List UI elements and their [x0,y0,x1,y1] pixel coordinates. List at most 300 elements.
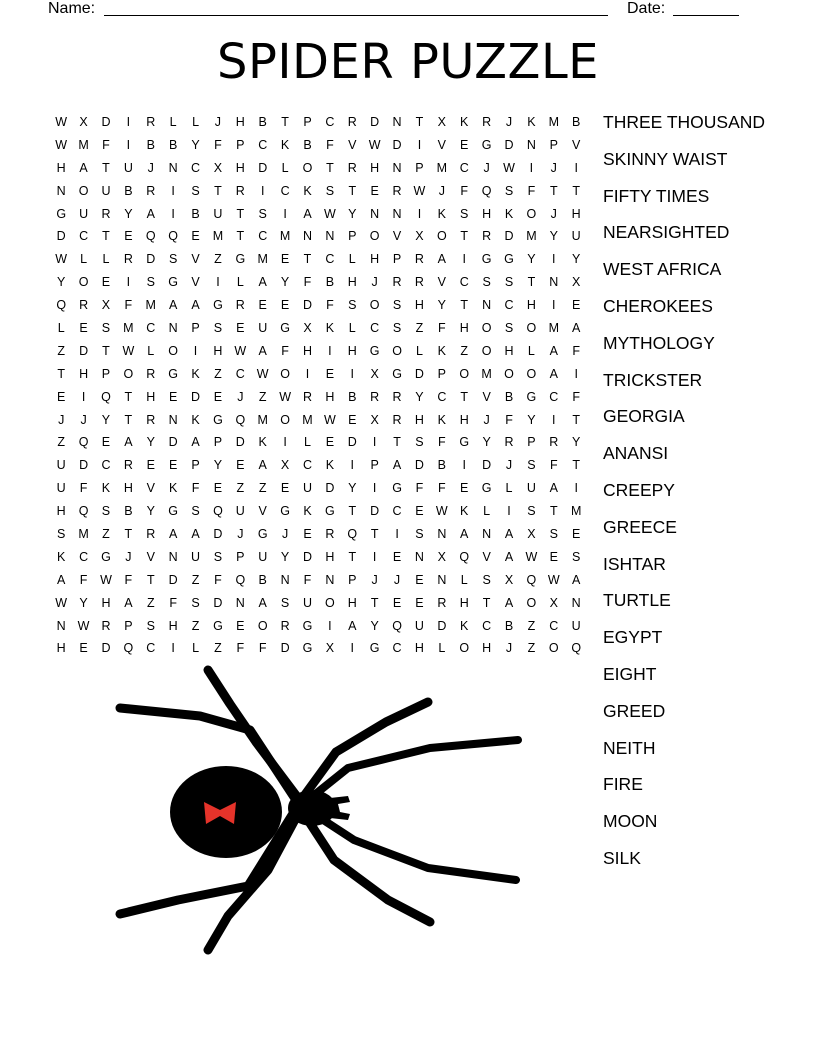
grid-letter[interactable]: J [438,183,445,198]
grid-letter[interactable]: F [236,641,245,656]
grid-letter[interactable]: Z [191,572,200,587]
grid-letter[interactable]: Q [145,229,156,244]
grid-letter[interactable]: Q [78,435,89,450]
grid-letter[interactable]: H [414,412,424,427]
grid-letter[interactable]: H [235,115,245,129]
name-field[interactable] [104,1,608,16]
grid-letter[interactable]: B [325,275,335,290]
grid-letter[interactable]: O [280,412,290,427]
grid-letter[interactable]: R [146,527,156,542]
grid-letter[interactable]: C [146,321,156,336]
grid-letter[interactable]: S [146,275,155,290]
grid-letter[interactable]: E [370,183,379,198]
grid-letter[interactable]: C [302,458,312,473]
grid-letter[interactable]: T [326,160,334,175]
grid-letter[interactable]: G [280,504,290,519]
grid-letter[interactable]: D [347,435,357,450]
grid-letter[interactable]: I [171,183,175,198]
grid-letter[interactable]: L [348,321,356,336]
grid-letter[interactable]: H [123,481,133,496]
grid-letter[interactable]: S [325,183,335,198]
grid-letter[interactable]: E [168,389,178,404]
grid-letter[interactable]: E [460,137,469,152]
grid-letter[interactable]: C [549,618,559,633]
grid-letter[interactable]: G [369,343,380,358]
grid-letter[interactable]: Z [258,389,267,404]
grid-letter[interactable]: F [438,321,446,336]
grid-letter[interactable]: J [505,641,513,656]
grid-letter[interactable]: Y [437,298,446,313]
grid-letter[interactable]: N [414,549,424,564]
grid-letter[interactable]: L [483,504,491,519]
grid-letter[interactable]: G [213,298,223,313]
grid-letter[interactable]: Z [214,252,222,267]
grid-letter[interactable]: O [526,595,537,610]
grid-letter[interactable]: H [56,504,66,519]
grid-letter[interactable]: B [572,115,581,129]
grid-letter[interactable]: H [347,595,357,610]
grid-letter[interactable]: R [325,527,335,542]
grid-letter[interactable]: A [124,435,133,450]
grid-letter[interactable]: O [526,321,537,336]
grid-letter[interactable]: Z [57,343,66,358]
grid-letter[interactable]: D [280,641,290,656]
grid-letter[interactable]: Y [370,618,379,633]
grid-letter[interactable]: E [280,481,290,496]
grid-letter[interactable]: N [482,298,492,313]
grid-letter[interactable]: R [414,275,424,290]
grid-letter[interactable]: J [505,458,513,473]
grid-letter[interactable]: M [257,412,268,427]
grid-letter[interactable]: A [572,572,581,587]
grid-letter[interactable]: N [56,618,66,633]
grid-letter[interactable]: D [56,229,66,244]
grid-letter[interactable]: I [328,618,332,633]
grid-letter[interactable]: D [392,137,402,152]
grid-letter[interactable]: N [280,572,290,587]
grid-letter[interactable]: X [79,115,88,129]
grid-letter[interactable]: B [348,389,357,404]
grid-letter[interactable]: X [213,160,223,175]
grid-letter[interactable]: M [78,137,89,152]
grid-letter[interactable]: P [549,137,558,152]
grid-letter[interactable]: I [462,252,466,267]
grid-letter[interactable]: H [414,298,424,313]
grid-letter[interactable]: H [168,618,178,633]
grid-letter[interactable]: H [504,343,514,358]
grid-letter[interactable]: I [126,275,131,290]
grid-letter[interactable]: M [526,229,537,244]
grid-letter[interactable]: I [574,160,578,175]
grid-letter[interactable]: O [369,229,380,244]
grid-letter[interactable]: O [392,343,402,358]
grid-letter[interactable]: G [213,412,223,427]
grid-letter[interactable]: D [258,160,268,175]
grid-letter[interactable]: O [526,366,537,381]
grid-letter[interactable]: N [437,572,447,587]
grid-letter[interactable]: D [325,481,335,496]
grid-letter[interactable]: G [257,527,268,542]
grid-letter[interactable]: E [415,572,424,587]
grid-letter[interactable]: Q [481,183,492,198]
grid-letter[interactable]: K [280,137,290,152]
grid-letter[interactable]: K [303,183,312,198]
grid-letter[interactable]: R [146,412,156,427]
grid-letter[interactable]: O [369,298,380,313]
grid-letter[interactable]: L [57,321,65,336]
grid-letter[interactable]: R [235,183,245,198]
grid-letter[interactable]: B [504,618,514,633]
grid-letter[interactable]: I [372,435,377,450]
grid-letter[interactable]: P [527,435,536,450]
grid-letter[interactable]: E [460,481,469,496]
grid-letter[interactable]: O [459,641,470,656]
grid-letter[interactable]: T [281,115,289,129]
grid-letter[interactable]: T [57,366,66,381]
grid-letter[interactable]: K [460,618,469,633]
grid-letter[interactable]: R [504,435,514,450]
grid-letter[interactable]: R [146,115,156,129]
grid-letter[interactable]: I [171,641,175,656]
grid-letter[interactable]: A [392,458,402,473]
grid-letter[interactable]: Y [572,435,581,450]
grid-letter[interactable]: B [504,389,514,404]
grid-letter[interactable]: K [527,115,536,129]
grid-letter[interactable]: T [214,183,222,198]
grid-letter[interactable]: O [526,206,537,221]
grid-letter[interactable]: R [146,366,156,381]
grid-letter[interactable]: C [258,137,268,152]
grid-letter[interactable]: Z [258,481,267,496]
grid-letter[interactable]: H [56,160,66,175]
grid-letter[interactable]: Q [168,229,179,244]
grid-letter[interactable]: U [56,481,66,496]
grid-letter[interactable]: U [235,504,245,519]
grid-letter[interactable]: W [279,389,291,404]
grid-letter[interactable]: S [57,527,66,542]
grid-letter[interactable]: N [526,137,536,152]
grid-letter[interactable]: O [257,618,268,633]
grid-letter[interactable]: L [236,275,244,290]
grid-letter[interactable]: Y [572,252,581,267]
grid-letter[interactable]: Q [459,549,470,564]
grid-letter[interactable]: L [102,252,110,267]
grid-letter[interactable]: S [504,321,514,336]
grid-letter[interactable]: A [191,527,200,542]
grid-letter[interactable]: H [347,343,357,358]
grid-letter[interactable]: X [527,527,536,542]
grid-letter[interactable]: L [438,641,446,656]
grid-letter[interactable]: C [392,504,402,519]
grid-letter[interactable]: I [529,160,534,175]
grid-letter[interactable]: Y [549,229,558,244]
grid-letter[interactable]: G [168,366,179,381]
grid-letter[interactable]: S [572,549,581,564]
grid-letter[interactable]: Q [392,618,402,633]
grid-letter[interactable]: F [438,435,446,450]
grid-letter[interactable]: I [216,275,220,290]
grid-letter[interactable]: Z [236,481,245,496]
grid-letter[interactable]: F [415,481,424,496]
grid-letter[interactable]: G [168,504,179,519]
grid-letter[interactable]: F [549,458,558,473]
grid-letter[interactable]: I [350,458,355,473]
grid-letter[interactable]: F [79,481,88,496]
grid-letter[interactable]: Y [191,137,200,152]
grid-letter[interactable]: X [504,572,514,587]
grid-letter[interactable]: S [101,504,111,519]
grid-letter[interactable]: V [146,549,155,564]
grid-letter[interactable]: C [437,389,447,404]
grid-letter[interactable]: X [303,321,312,336]
grid-letter[interactable]: H [347,275,357,290]
grid-letter[interactable]: U [258,321,268,336]
grid-letter[interactable]: P [348,229,357,244]
grid-letter[interactable]: H [146,389,156,404]
grid-letter[interactable]: O [504,366,514,381]
grid-letter[interactable]: O [459,366,470,381]
grid-letter[interactable]: H [370,252,380,267]
grid-letter[interactable]: W [547,572,560,587]
grid-letter[interactable]: W [234,343,247,358]
grid-letter[interactable]: V [191,252,200,267]
grid-letter[interactable]: I [126,137,131,152]
grid-letter[interactable]: I [283,435,287,450]
grid-letter[interactable]: C [325,115,335,129]
grid-letter[interactable]: T [236,206,245,221]
grid-letter[interactable]: C [79,549,89,564]
grid-letter[interactable]: K [191,366,200,381]
grid-letter[interactable]: J [505,115,513,129]
grid-letter[interactable]: S [101,321,111,336]
grid-letter[interactable]: F [505,412,513,427]
grid-letter[interactable]: U [302,481,312,496]
grid-letter[interactable]: Z [415,321,424,336]
grid-letter[interactable]: I [260,183,265,198]
grid-letter[interactable]: A [191,298,200,313]
grid-letter[interactable]: F [326,298,334,313]
grid-letter[interactable]: N [325,229,335,244]
grid-letter[interactable]: C [459,275,469,290]
grid-letter[interactable]: I [462,458,466,473]
grid-letter[interactable]: W [122,343,135,358]
grid-letter[interactable]: M [212,229,224,244]
grid-letter[interactable]: R [302,389,312,404]
grid-letter[interactable]: I [552,412,556,427]
grid-letter[interactable]: H [325,549,335,564]
grid-letter[interactable]: C [504,298,514,313]
grid-letter[interactable]: S [191,595,200,610]
grid-letter[interactable]: H [459,321,469,336]
grid-letter[interactable]: P [236,549,245,564]
grid-letter[interactable]: E [392,595,402,610]
grid-letter[interactable]: F [124,298,133,313]
grid-letter[interactable]: Z [102,527,110,542]
grid-letter[interactable]: H [482,641,492,656]
grid-letter[interactable]: R [392,389,402,404]
grid-letter[interactable]: E [236,321,245,336]
grid-letter[interactable]: F [214,572,222,587]
grid-letter[interactable]: V [437,137,446,152]
grid-letter[interactable]: J [281,527,289,542]
grid-letter[interactable]: S [549,527,558,542]
grid-letter[interactable]: O [481,321,492,336]
grid-letter[interactable]: H [370,160,380,175]
grid-letter[interactable]: H [526,298,536,313]
grid-letter[interactable]: C [146,641,156,656]
grid-letter[interactable]: H [571,206,581,221]
grid-letter[interactable]: D [437,618,447,633]
grid-letter[interactable]: K [258,435,267,450]
grid-letter[interactable]: N [56,183,66,198]
grid-letter[interactable]: V [392,229,402,244]
grid-letter[interactable]: T [236,229,245,244]
grid-letter[interactable]: R [437,595,447,610]
grid-letter[interactable]: N [571,595,581,610]
grid-letter[interactable]: O [280,366,290,381]
grid-letter[interactable]: T [460,298,469,313]
grid-letter[interactable]: S [415,435,424,450]
grid-letter[interactable]: T [102,343,110,358]
grid-letter[interactable]: J [550,206,557,221]
grid-letter[interactable]: V [482,389,491,404]
grid-letter[interactable]: D [302,549,312,564]
grid-letter[interactable]: F [460,183,469,198]
grid-letter[interactable]: E [348,412,357,427]
grid-letter[interactable]: I [372,481,377,496]
grid-letter[interactable]: C [101,458,111,473]
grid-letter[interactable]: M [78,527,89,542]
grid-letter[interactable]: A [504,549,514,564]
grid-letter[interactable]: Q [526,572,537,587]
grid-letter[interactable]: R [392,183,402,198]
grid-letter[interactable]: Z [191,618,200,633]
grid-letter[interactable]: X [437,549,446,564]
grid-letter[interactable]: V [437,275,446,290]
grid-letter[interactable]: U [526,481,536,496]
grid-letter[interactable]: Q [347,527,358,542]
grid-letter[interactable]: D [79,343,89,358]
grid-letter[interactable]: O [436,229,447,244]
grid-letter[interactable]: H [459,412,469,427]
grid-letter[interactable]: B [124,183,133,198]
grid-letter[interactable]: S [527,458,536,473]
grid-letter[interactable]: G [325,504,335,519]
grid-letter[interactable]: A [168,298,178,313]
grid-letter[interactable]: E [549,549,558,564]
grid-letter[interactable]: A [168,527,178,542]
grid-letter[interactable]: E [79,321,88,336]
grid-letter[interactable]: D [101,115,111,129]
grid-letter[interactable]: K [325,458,335,473]
grid-letter[interactable]: R [123,458,133,473]
grid-letter[interactable]: N [392,115,402,129]
grid-letter[interactable]: N [302,229,312,244]
grid-letter[interactable]: L [80,252,88,267]
grid-letter[interactable]: F [326,137,334,152]
grid-letter[interactable]: F [124,572,133,587]
grid-letter[interactable]: Q [235,572,246,587]
grid-letter[interactable]: I [81,389,86,404]
grid-letter[interactable]: I [350,366,355,381]
grid-letter[interactable]: X [280,458,290,473]
grid-letter[interactable]: E [79,641,88,656]
grid-letter[interactable]: X [549,595,558,610]
grid-letter[interactable]: G [392,481,402,496]
grid-letter[interactable]: O [548,641,559,656]
grid-letter[interactable]: Y [280,275,290,290]
grid-letter[interactable]: R [280,618,290,633]
grid-letter[interactable]: T [572,458,580,473]
grid-letter[interactable]: L [527,343,535,358]
grid-letter[interactable]: J [483,160,490,175]
grid-letter[interactable]: L [169,115,177,129]
grid-letter[interactable]: K [168,481,178,496]
grid-letter[interactable]: G [168,275,179,290]
grid-letter[interactable]: W [413,183,426,198]
grid-letter[interactable]: Y [527,412,536,427]
grid-letter[interactable]: I [283,206,287,221]
grid-letter[interactable]: Z [527,618,536,633]
grid-letter[interactable]: P [101,366,111,381]
grid-letter[interactable]: B [437,458,446,473]
grid-letter[interactable]: C [258,229,268,244]
grid-letter[interactable]: F [79,572,88,587]
grid-letter[interactable]: U [571,618,581,633]
grid-letter[interactable]: A [348,618,357,633]
grid-letter[interactable]: A [79,160,88,175]
grid-letter[interactable]: G [526,389,537,404]
grid-letter[interactable]: U [302,595,312,610]
grid-letter[interactable]: S [258,206,267,221]
grid-letter[interactable]: D [370,504,380,519]
grid-letter[interactable]: Q [78,504,89,519]
grid-letter[interactable]: S [504,183,514,198]
grid-letter[interactable]: X [437,115,446,129]
grid-letter[interactable]: C [191,160,201,175]
grid-letter[interactable]: A [146,206,155,221]
grid-letter[interactable]: T [146,572,155,587]
grid-letter[interactable]: H [56,641,66,656]
grid-letter[interactable]: S [280,595,290,610]
grid-letter[interactable]: S [191,504,200,519]
grid-letter[interactable]: E [213,481,223,496]
grid-letter[interactable]: D [302,298,312,313]
grid-letter[interactable]: D [168,435,178,450]
grid-letter[interactable]: C [235,366,245,381]
grid-letter[interactable]: N [168,160,178,175]
grid-letter[interactable]: Z [527,641,536,656]
grid-letter[interactable]: E [415,504,424,519]
grid-letter[interactable]: Y [482,435,491,450]
grid-letter[interactable]: J [393,572,401,587]
grid-letter[interactable]: H [101,595,111,610]
grid-letter[interactable]: T [572,183,580,198]
grid-letter[interactable]: I [417,137,422,152]
grid-letter[interactable]: K [460,504,469,519]
grid-letter[interactable]: A [258,343,267,358]
grid-letter[interactable]: F [303,572,312,587]
grid-letter[interactable]: E [258,298,267,313]
grid-letter[interactable]: R [370,389,380,404]
grid-letter[interactable]: L [192,115,200,129]
grid-letter[interactable]: R [101,206,111,221]
grid-letter[interactable]: G [481,252,492,267]
grid-letter[interactable]: M [570,504,582,519]
grid-letter[interactable]: B [303,137,312,152]
grid-letter[interactable]: P [303,115,312,129]
grid-letter[interactable]: E [572,298,581,313]
